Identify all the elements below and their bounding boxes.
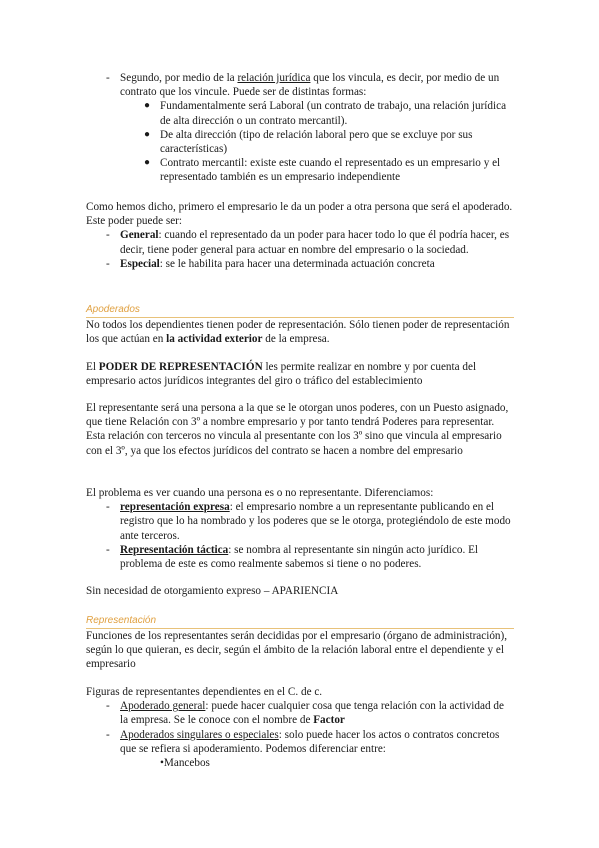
bullet-dot: • bbox=[160, 757, 164, 770]
paragraph-text: El problema es ver cuando una persona es o no representante. Diferenciamos: bbox=[86, 487, 434, 499]
list-item-text: : el empresario nombre a un representante publicando en el registro que lo ha nombrado y los poderes que se le otorga, protegiéndolo de este modo ante terceros. bbox=[120, 501, 511, 542]
paragraph-text: Como hemos dicho, primero el empresario le da un poder a otra persona que será el apoderado. Este poder puede ser: bbox=[86, 201, 513, 228]
bullet-dot: ● bbox=[144, 128, 151, 140]
list-item-text: : cuando el representado da un poder para hacer todo lo que él podría hacer, es decir, tiene poder general para actuar en nombre del empresario o la sociedad. bbox=[120, 229, 510, 256]
paragraph-representante: El representante será una persona a la que se le otorgan unos poderes, con un Puesto asignado, que tiene Relación con 3º a nombre empresario y por tanto tendrá Poderes para representar. Esta relación con terceros no vincula al presentante con los 3º sino que vincula al empresario con el 3º, ya que los efectos jurídicos del contrato se hacen a nombre del empresario bbox=[86, 402, 509, 457]
dash-bullet: - bbox=[106, 700, 110, 713]
paragraph-text: Figuras de representantes dependientes en el C. de c. bbox=[86, 686, 323, 698]
paragraph-problema bbox=[86, 486, 514, 571]
list-item bbox=[86, 71, 514, 99]
paragraph-sin: Sin necesidad de otorgamiento expreso – APARIENCIA bbox=[86, 585, 339, 597]
paragraph-text: de la empresa. bbox=[262, 333, 330, 346]
bullet-dot: ● bbox=[144, 100, 151, 112]
paragraph-figuras bbox=[86, 685, 514, 770]
list-item-text: : puede hacer cualquier cosa que tenga relación con la actividad de la empresa. Se le conoce con el nombre de bbox=[120, 700, 504, 727]
list-item bbox=[86, 699, 514, 727]
top-list bbox=[86, 71, 514, 185]
term-representacion-expresa: representación expresa bbox=[120, 501, 230, 514]
paragraph-text: les permite realizar en nombre y por cuenta del empresario actos jurídicos integrantes del giro o tráfico del establecimiento bbox=[86, 361, 477, 388]
dash-bullet: - bbox=[106, 72, 110, 84]
dash-bullet: - bbox=[106, 229, 110, 242]
dash-bullet: - bbox=[106, 257, 110, 270]
section-heading-apoderados: Apoderados bbox=[86, 304, 514, 318]
dash-bullet: - bbox=[106, 543, 110, 556]
sub-list-item bbox=[86, 99, 514, 127]
list-item-text: : se nombra al representante sin ningún acto jurídico. El problema de este es como realmente sabemos si tiene o no poderes. bbox=[120, 543, 479, 571]
term-general: General bbox=[120, 229, 159, 242]
term-factor: Factor bbox=[313, 714, 345, 727]
paragraph-dependientes bbox=[86, 318, 514, 346]
term-apoderado-general: Apoderado general bbox=[120, 700, 206, 713]
list-item-text: que los vincula, es decir, por medio de un contrato que los vincule. Puede ser de distintas formas: bbox=[120, 72, 500, 99]
list-item-text: : solo puede hacer los actos o contratos concretos que se refiera si apoderamiento. Podemos diferenciar entre: bbox=[120, 728, 500, 755]
relacion-juridica-link: relación jurídica bbox=[237, 72, 311, 84]
paragraph-como bbox=[86, 200, 514, 271]
list-item bbox=[86, 543, 514, 571]
sub-list-item-text: Contrato mercantil: existe este cuando el representado es un empresario y el representado también es un empresario independiente bbox=[160, 157, 501, 184]
dash-bullet: - bbox=[106, 501, 110, 514]
sub-list-item-text: De alta dirección (tipo de relación laboral pero que se excluye por sus características) bbox=[160, 128, 473, 156]
list-item-text: Segundo, por medio de la bbox=[120, 72, 238, 84]
list-item bbox=[86, 500, 514, 543]
sub-list-item-text: Mancebos bbox=[163, 757, 210, 770]
list-item-text: : se le habilita para hacer una determinada actuación concreta bbox=[159, 257, 435, 270]
sub-list-item bbox=[86, 128, 514, 156]
dash-bullet: - bbox=[106, 728, 110, 741]
sub-list-item bbox=[86, 756, 514, 770]
bullet-dot: ● bbox=[144, 157, 151, 169]
paragraph-text: El bbox=[86, 361, 99, 373]
bold-text: PODER DE REPRESENTACIÓN bbox=[98, 361, 263, 373]
list-item bbox=[86, 257, 514, 271]
list-item bbox=[86, 728, 514, 756]
term-especial: Especial bbox=[120, 257, 160, 270]
paragraph-poder bbox=[86, 360, 514, 388]
sub-list-item-text: Fundamentalmente será Laboral (un contrato de trabajo, una relación jurídica de alta dirección o un contrato mercantil). bbox=[160, 100, 507, 127]
paragraph-text: No todos los dependientes tienen poder de representación. Sólo tienen poder de representación los que actúan en bbox=[86, 319, 510, 346]
list-item bbox=[86, 228, 514, 256]
term-representacion-tactica: Representación táctica bbox=[120, 543, 229, 556]
sub-list-item bbox=[86, 156, 514, 184]
bold-text: la actividad exterior bbox=[166, 333, 263, 346]
paragraph-funciones: Funciones de los representantes serán decididas por el empresario (órgano de administración), según lo que quieran, es decir, según el ámbito de la relación laboral entre el dependiente y el empresario bbox=[86, 630, 508, 671]
term-apoderados-singulares: Apoderados singulares o especiales bbox=[120, 728, 279, 741]
section-heading-representacion: Representación bbox=[86, 615, 514, 629]
